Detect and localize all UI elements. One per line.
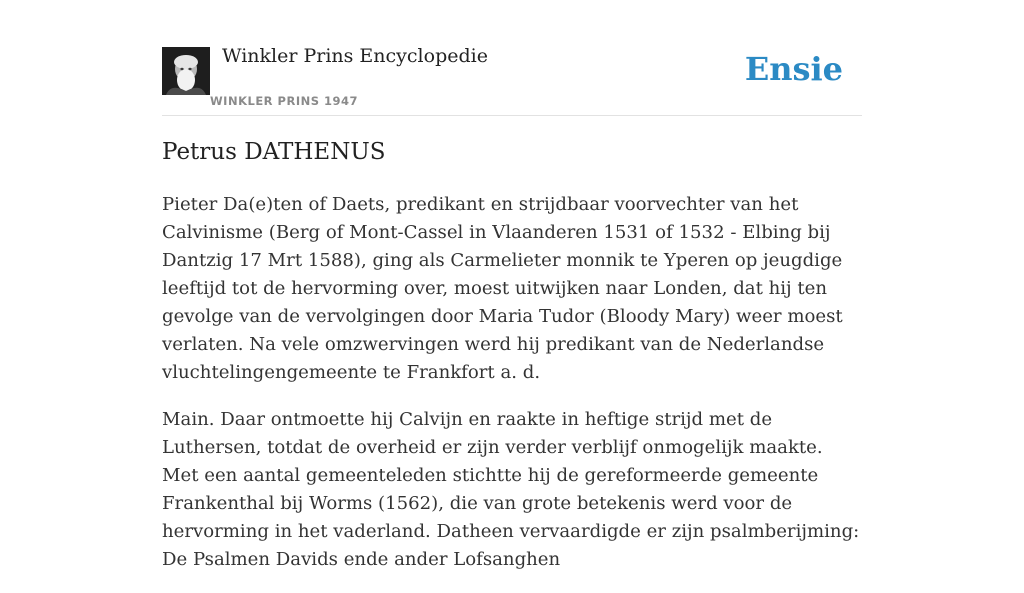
article-paragraph: Main. Daar ontmoette hij Calvijn en raakte in heftige strijd met de Luthersen, totdat de overheid er zijn verder verblijf onmogelijk maakte. Met een aantal gemeenteleden stichtte hij de gereformeerde gemeente Frankenthal bij Worms (1562), die van grote betekenis werd voor de hervorming in het vaderland. Datheen vervaardigde er zijn psalmberijming: De Psalmen Davids ende ander Lofsanghen [162,409,860,570]
source-avatar[interactable] [162,47,210,95]
portrait-icon [162,47,210,95]
article-title: Petrus DATHENUS [162,139,386,165]
article-paragraph: Pieter Da(e)ten of Daets, predikant en strijdbaar voorvechter van het Calvinisme (Berg of Mont-Cassel in Vlaanderen 1531 of 1532 - Elbing bij Dantzig 17 Mrt 1588), ging als Carmelieter monnik te Yperen op jeugdige leeftijd tot de hervorming over, moest uitwijken naar Londen, dat hij ten gevolge van de vervolgingen door Maria Tudor (Bloody Mary) weer moest verlaten. Na vele omzwervingen werd hij predikant van de Nederlandse vluchtelingengemeente te Frankfort a. d. [162,194,843,383]
ensie-logo-link[interactable]: Ensie [744,50,843,88]
article-body [162,191,862,593]
content-column [162,0,862,570]
source-subtitle[interactable]: WINKLER PRINS 1947 [210,94,359,108]
source-header [162,0,862,116]
source-title[interactable]: Winkler Prins Encyclopedie [222,45,488,67]
